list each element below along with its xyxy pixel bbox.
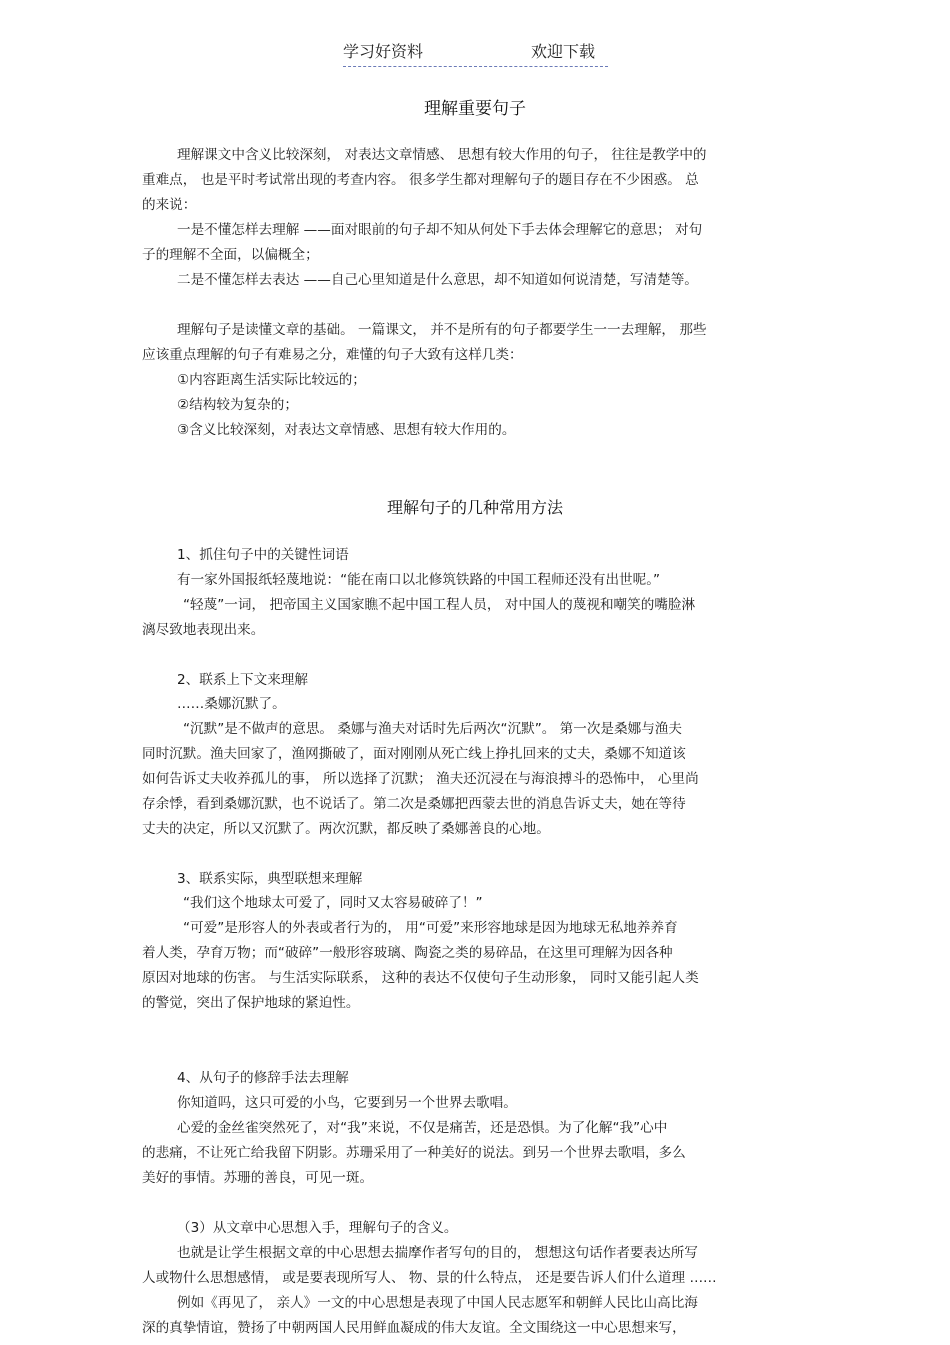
method-heading: 1、抓住句子中的关键性词语: [177, 547, 349, 563]
intro-line: 理解课文中含义比较深刻， 对表达文章情感、 思想有较大作用的句子， 往往是教学中的: [177, 147, 707, 163]
header-left-text: 学习好资料: [343, 42, 424, 61]
method-heading: 2、联系上下文来理解: [177, 672, 308, 688]
method-line: 美好的事情。苏珊的善良，可见一斑。: [142, 1170, 374, 1186]
basis-list-item: ①内容距离生活实际比较远的；: [177, 372, 366, 388]
method-line: 存余悸，看到桑娜沉默，也不说话了。第二次是桑娜把西蒙去世的消息告诉丈夫，她在等待: [142, 796, 686, 812]
basis-line: 应该重点理解的句子有难易之分，难懂的句子大致有这样几类：: [142, 347, 523, 363]
method-line: 心爱的金丝雀突然死了，对“我”来说，不仅是痛苦，还是恐惧。为了化解“我”心中: [177, 1120, 668, 1136]
method-heading: 4、从句子的修辞手法去理解: [177, 1070, 349, 1086]
method-line: 也就是让学生根据文章的中心思想去揣摩作者写句的目的， 想想这句话作者要表达所写: [177, 1245, 698, 1261]
method-line: “轻蔑”一词， 把帝国主义国家瞧不起中国工程人员， 对中国人的蔑视和嘲笑的嘴脸淋: [183, 597, 696, 613]
method-line: 同时沉默。渔夫回家了，渔网撕破了，面对刚刚从死亡线上挣扎回来的丈夫，桑娜不知道该: [142, 746, 686, 762]
method-line: 深的真挚情谊，赞扬了中朝两国人民用鲜血凝成的伟大友谊。全文围绕这一中心思想来写，: [142, 1320, 686, 1336]
method-line: 的悲痛，不让死亡给我留下阴影。苏珊采用了一种美好的说法。到另一个世界去歌唱，多么: [142, 1145, 686, 1161]
method-line: 的警觉，突出了保护地球的紧迫性。: [142, 995, 360, 1011]
method-example: “我们这个地球太可爱了，同时又太容易破碎了！”: [183, 895, 483, 911]
method-line: 丈夫的决定，所以又沉默了。两次沉默，都反映了桑娜善良的心地。: [142, 821, 550, 837]
intro-line: 的来说：: [142, 197, 197, 213]
method-example: ……桑娜沉默了。: [177, 696, 286, 712]
intro-line: 重难点， 也是平时考试常出现的考查内容。 很多学生都对理解句子的题目存在不少困惑。 总: [142, 172, 699, 188]
methods-title: 理解句子的几种常用方法: [386, 498, 563, 517]
intro-line: 二是不懂怎样去表达 ——自己心里知道是什么意思，却不知道如何说清楚，写清楚等。: [177, 272, 698, 288]
header-right-text: 欢迎下载: [531, 42, 596, 61]
page-header: [343, 40, 608, 67]
document-title: 理解重要句子: [424, 99, 526, 119]
basis-line: 理解句子是读懂文章的基础。 一篇课文， 并不是所有的句子都要学生一一去理解， 那些: [177, 322, 707, 338]
method-line: 人或物什么思想感情， 或是要表现所写人、 物、景的什么特点， 还是要告诉人们什么道理 ……: [142, 1270, 717, 1286]
method-line: “沉默”是不做声的意思。 桑娜与渔夫对话时先后两次“沉默”。 第一次是桑娜与渔夫: [183, 721, 682, 737]
basis-list-item: ③含义比较深刻，对表达文章情感、思想有较大作用的。: [177, 422, 516, 438]
method-line: 例如《再见了， 亲人》一文的中心思想是表现了中国人民志愿军和朝鲜人民比山高比海: [177, 1295, 698, 1311]
method-line: 着人类，孕育万物；而“破碎”一般形容玻璃、陶瓷之类的易碎品，在这里可理解为因各种: [142, 945, 673, 961]
method-line: “可爱”是形容人的外表或者行为的， 用“可爱”来形容地球是因为地球无私地养养育: [183, 920, 678, 936]
intro-line: 子的理解不全面，以偏概全；: [142, 247, 319, 263]
method-heading: （3）从文章中心思想入手，理解句子的含义。: [177, 1220, 458, 1236]
intro-line: 一是不懂怎样去理解 ——面对眼前的句子却不知从何处下手去体会理解它的意思； 对句: [177, 222, 703, 238]
method-example: 有一家外国报纸轻蔑地说：“能在南口以北修筑铁路的中国工程师还没有出世呢。”: [177, 572, 661, 588]
basis-list-item: ②结构较为复杂的；: [177, 397, 298, 413]
method-line: 漓尽致地表现出来。: [142, 622, 265, 638]
method-line: 如何告诉丈夫收养孤儿的事， 所以选择了沉默； 渔夫还沉浸在与海浪搏斗的恐怖中， 心里尚: [142, 771, 699, 787]
method-example: 你知道吗，这只可爱的小鸟，它要到另一个世界去歌唱。: [177, 1095, 517, 1111]
method-line: 原因对地球的伤害。 与生活实际联系， 这种的表达不仅使句子生动形象， 同时又能引起人类: [142, 970, 699, 986]
method-heading: 3、联系实际，典型联想来理解: [177, 871, 363, 887]
